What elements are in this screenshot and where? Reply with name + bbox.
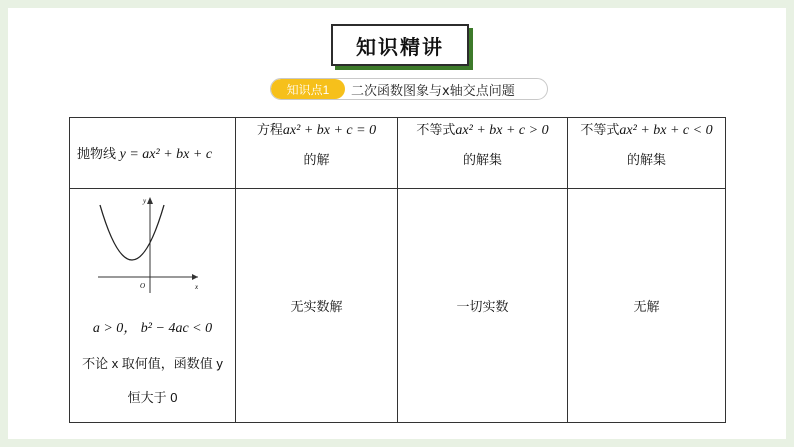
header-equation-prefix: 方程 — [256, 122, 283, 137]
cell-equation-solution: 无实数解 — [236, 189, 398, 423]
solution-table — [69, 117, 726, 423]
header-gt-prefix: 不等式 — [416, 122, 456, 137]
parabola-graph — [88, 195, 208, 295]
knowledge-point-bar — [270, 78, 548, 100]
cell-gt-solution: 一切实数 — [398, 189, 568, 423]
header-equation-formula: ax² + bx + c = 0 — [282, 123, 377, 138]
y-axis-label: y — [143, 197, 147, 205]
header-parabola — [70, 118, 236, 189]
header-equation — [236, 118, 398, 189]
knowledge-point-text: 二次函数图象与x轴交点问题 — [351, 83, 515, 99]
table-header-row — [70, 118, 726, 189]
header-lt-prefix: 不等式 — [580, 122, 620, 137]
header-inequality-gt — [398, 118, 568, 189]
condition-text: a > 0， b² − 4ac < 0 — [92, 321, 213, 336]
knowledge-point-tag: 知识点1 — [271, 79, 345, 99]
header-lt-suffix: 的解集 — [626, 152, 666, 167]
header-lt-formula: ax² + bx + c < 0 — [619, 123, 713, 138]
page-title: 知识精讲 — [331, 24, 469, 66]
header-parabola-formula: y = ax² + bx + c — [119, 147, 213, 162]
header-gt-suffix: 的解集 — [462, 152, 502, 167]
graph-cell — [70, 189, 236, 423]
header-parabola-prefix: 抛物线 — [77, 146, 117, 161]
origin-label: O — [140, 282, 146, 290]
header-inequality-lt — [568, 118, 726, 189]
parabola-curve — [100, 205, 164, 260]
note-line-2: 恒大于 0 — [127, 390, 178, 405]
cell-lt-solution: 无解 — [568, 189, 726, 423]
table-row — [70, 189, 726, 423]
header-gt-formula: ax² + bx + c > 0 — [455, 123, 549, 138]
note-line-1: 不论 x 取何值，函数值 y — [82, 356, 223, 371]
header-equation-suffix: 的解 — [303, 152, 330, 167]
x-axis-label: x — [195, 283, 199, 291]
